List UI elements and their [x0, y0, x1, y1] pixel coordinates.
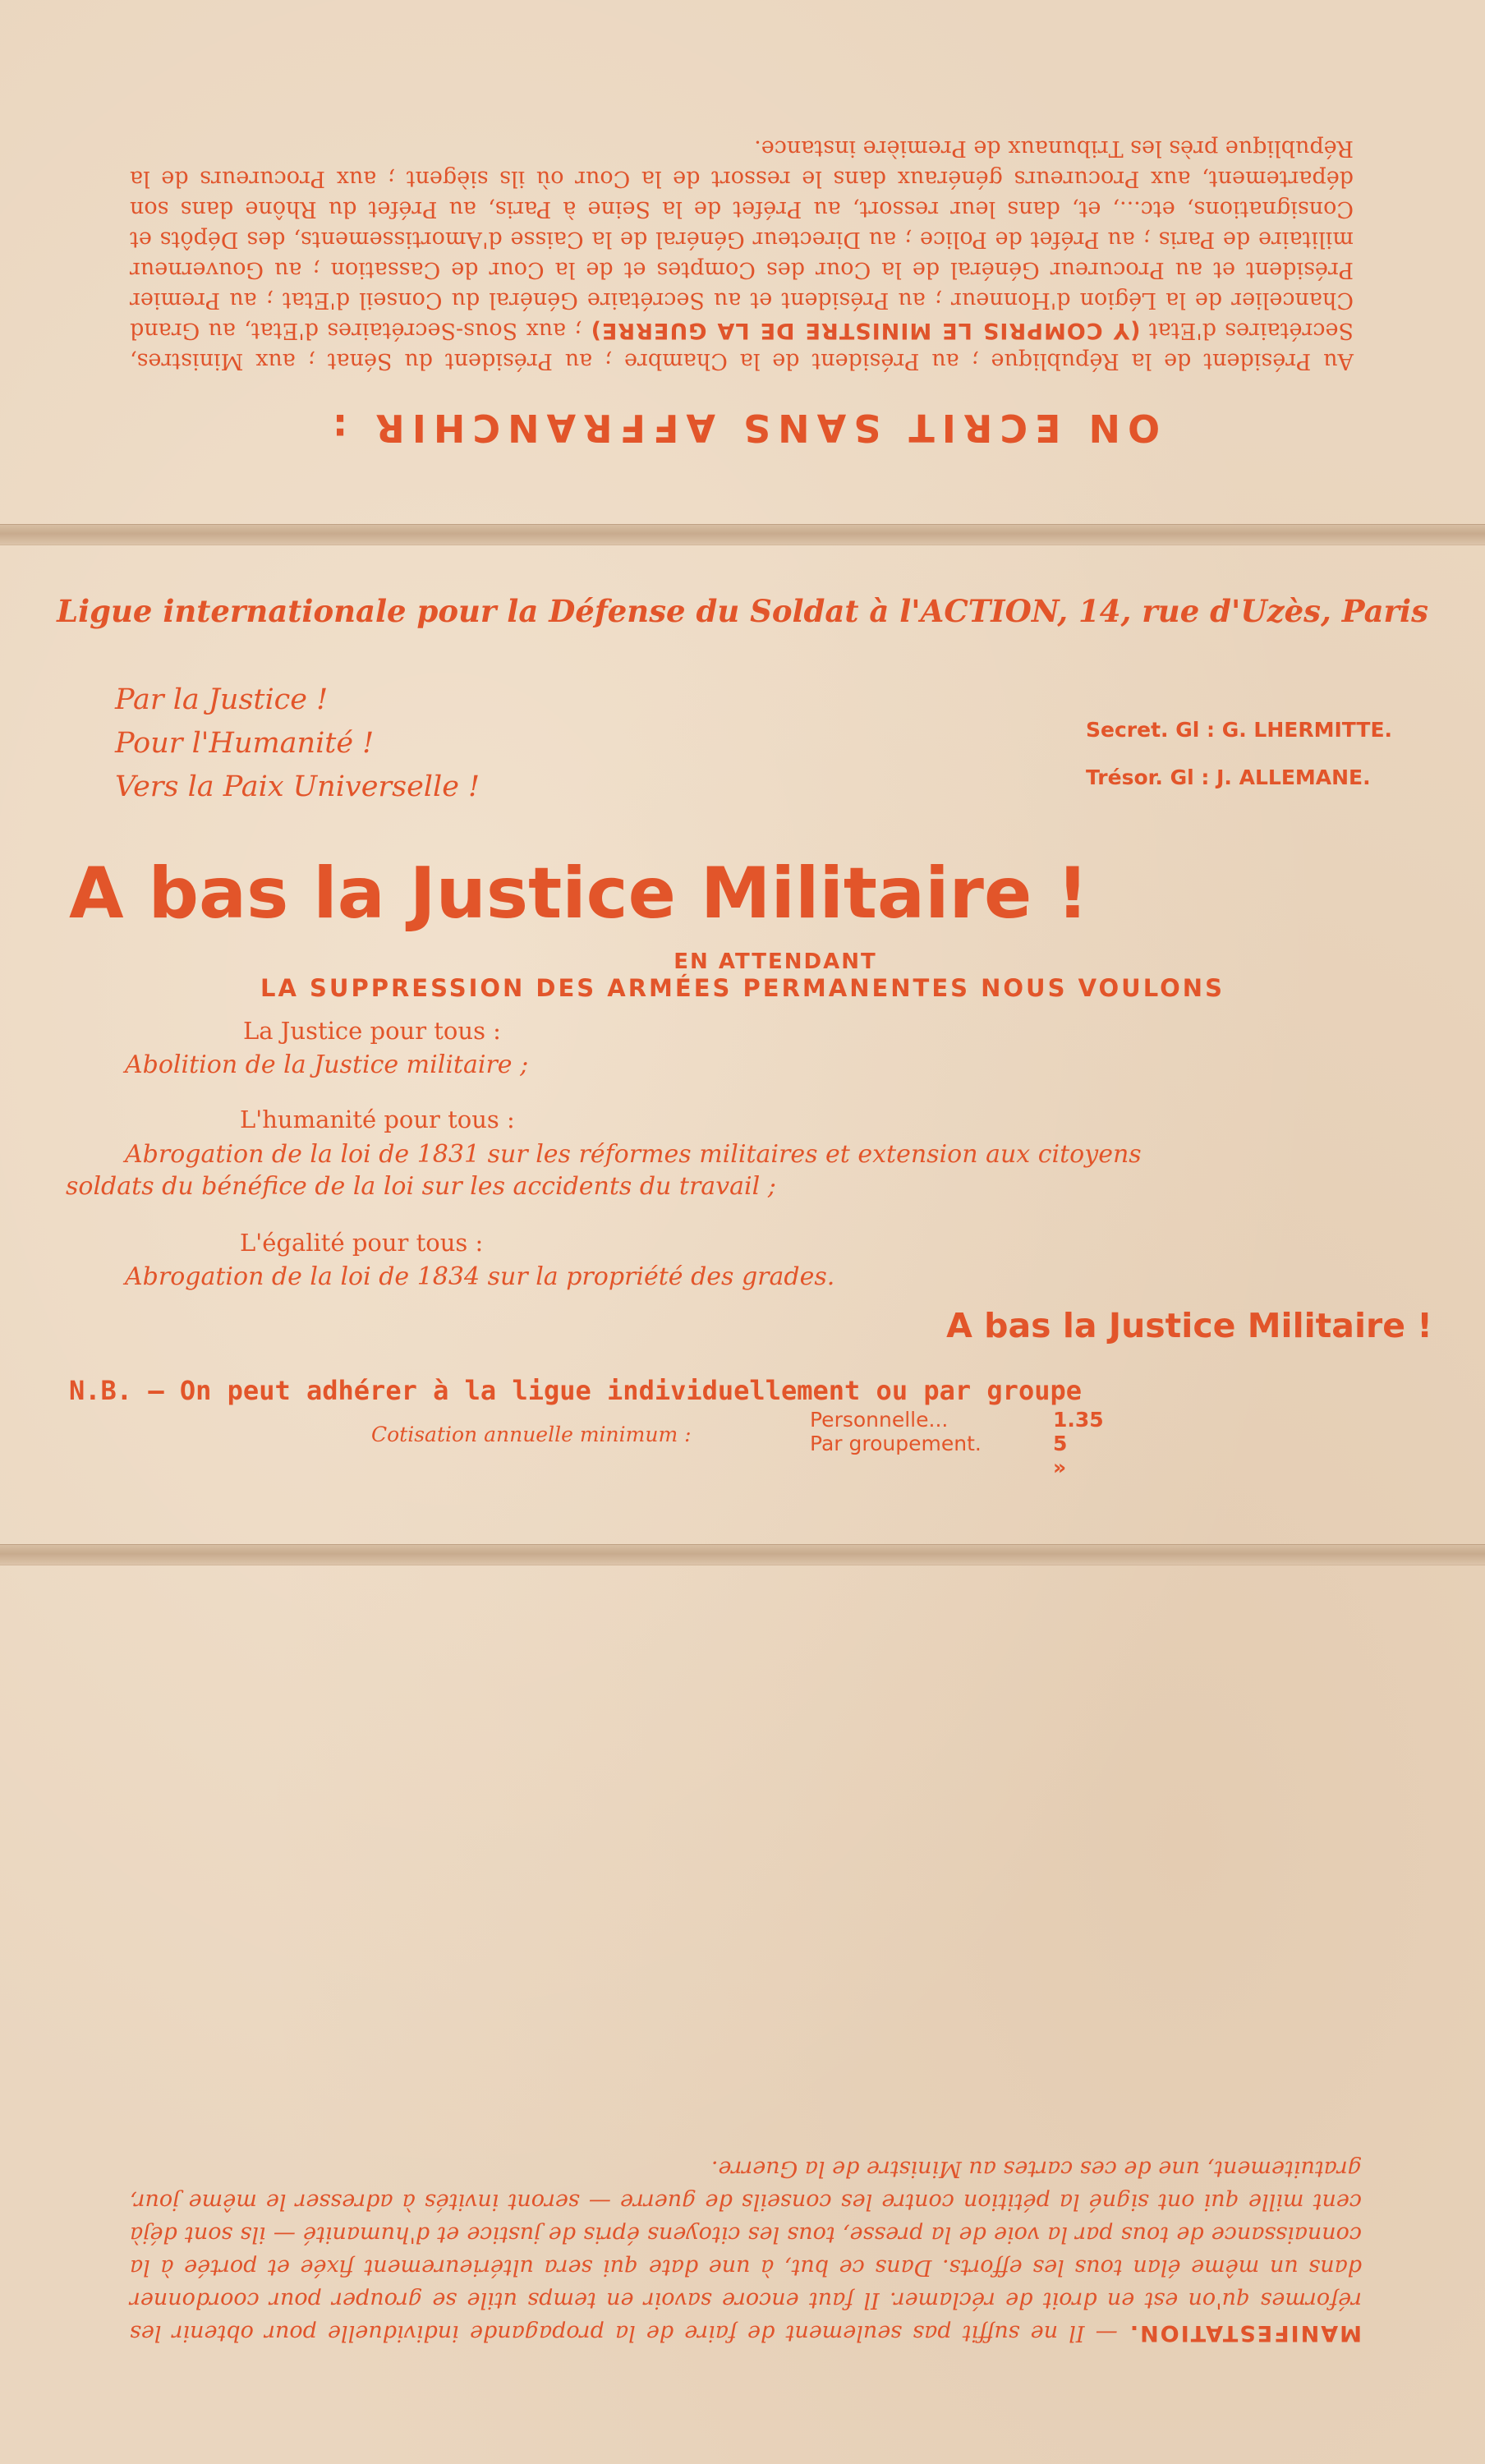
- recipients-rest: ; aux Sous-Secrétaires d'Etat, au Grand Chancelier de la Légion d'Honneur ; au Président et au Secrétaire Général du Conseil d'Etat ; au Premier Président et au Procureur Général de la Cour des Comptes et de la Cour de Cassation ; au Gouverneur militaire de Paris ; au Préfet de Police ; au Directeur Général de la Caisse d'Amortissements, des Dépôts et Consignations, etc..., et, dans leur ressort, au Préfet de la Seine à Paris, au Préfet du Rhône dans son département, aux Procureurs généraux dans le ressort de la Cour où ils siègent ; aux Procureurs de la République près les Tribunaux de Première instance.: [130, 136, 1354, 343]
- dues-row-amount: 1.35: [1053, 1408, 1104, 1432]
- league-address: Ligue internationale pour la Défense du Soldat à l'ACTION, 14, rue d'Uzès, Paris: [57, 593, 1428, 629]
- middle-panel: [0, 544, 1485, 1544]
- headline: A bas la Justice Militaire !: [69, 853, 1089, 935]
- demand-humanity-heading: L'humanité pour tous :: [240, 1106, 515, 1133]
- manifestation-lead: MANIFESTATION.: [1128, 2320, 1362, 2346]
- dues-row-amount: 5 »: [1053, 1432, 1068, 1479]
- motto-peace: Vers la Paix Universelle !: [115, 770, 480, 803]
- closing-slogan: A bas la Justice Militaire !: [946, 1306, 1432, 1345]
- demand-justice-heading: La Justice pour tous :: [243, 1017, 501, 1045]
- manifestation-text: — Il ne suffit pas seulement de faire de la propagande individuelle pour obtenir les réformes qu'on est en droit de réclamer. Il faut encore savoir en temps utile se grouper pour coordonner dans un même élan tous les efforts. Dans ce but, à une date qui sera ultérieurement fixée et portée à la connaissance de tous par la voie de la presse, tous les citoyens épris de justice et d'humanité — ils sont déjà cent mille qui ont signé la pétition contre les conseils de guerre — seront invités à adresser le même jour, gratuitement, une de ces cartes au Ministre de la Guerre.: [129, 2156, 1362, 2346]
- officer-treasurer: Trésor. Gl : J. ALLEMANE.: [1086, 765, 1371, 789]
- officer-secretary: Secret. Gl : G. LHERMITTE.: [1086, 718, 1393, 742]
- membership-note: N.B. — On peut adhérer à la ligue individuellement ou par groupe: [69, 1375, 1082, 1406]
- officers: [1086, 706, 1392, 802]
- recipients-emphasis: (Y COMPRIS LE MINISTRE DE LA GUERRE): [590, 318, 1141, 343]
- demand-equality-text: Abrogation de la loi de 1834 sur la propriété des grades.: [125, 1262, 835, 1291]
- dues-label: Cotisation annuelle minimum :: [371, 1423, 692, 1446]
- motto-humanity: Pour l'Humanité !: [115, 727, 375, 760]
- recipients-intro: Au Président de la République ; au Président de la Chambre ; au Président du Sénat ; aux Ministres, Secrétaires d'Etat: [130, 318, 1354, 374]
- mottos: [115, 678, 480, 809]
- dues-row-label: Personnelle...: [810, 1408, 949, 1432]
- fold-line-upper: [0, 524, 1485, 545]
- bottom-panel: [0, 1564, 1485, 2464]
- bottom-panel-inverted: [0, 1564, 1485, 2464]
- postage-free-title: ON ECRIT SANS AFFRANCHIR :: [324, 406, 1161, 450]
- manifestation-notice: [130, 2152, 1362, 2349]
- subhead-suppression: LA SUPPRESSION DES ARMÉES PERMANENTES NOUS VOULONS: [260, 974, 1225, 1002]
- recipients-list: [130, 133, 1354, 376]
- demand-justice-text: Abolition de la Justice militaire ;: [125, 1050, 529, 1079]
- fold-line-lower: [0, 1544, 1485, 1565]
- dues-table: [810, 1408, 1104, 1479]
- dues-row-label: Par groupement.: [810, 1432, 982, 1455]
- top-panel-inverted: [0, 0, 1485, 524]
- demand-equality-heading: L'égalité pour tous :: [240, 1229, 484, 1257]
- demand-humanity-text-2: soldats du bénéfice de la loi sur les accidents du travail ;: [66, 1172, 776, 1201]
- dues-row-personal: [810, 1408, 1104, 1432]
- dues-row-group: [810, 1432, 1068, 1479]
- top-panel: [0, 0, 1485, 524]
- motto-justice: Par la Justice !: [115, 683, 329, 716]
- subhead-en-attendant: EN ATTENDANT: [674, 949, 877, 974]
- demand-humanity-text-1: Abrogation de la loi de 1831 sur les réformes militaires et extension aux citoyens: [125, 1140, 1142, 1169]
